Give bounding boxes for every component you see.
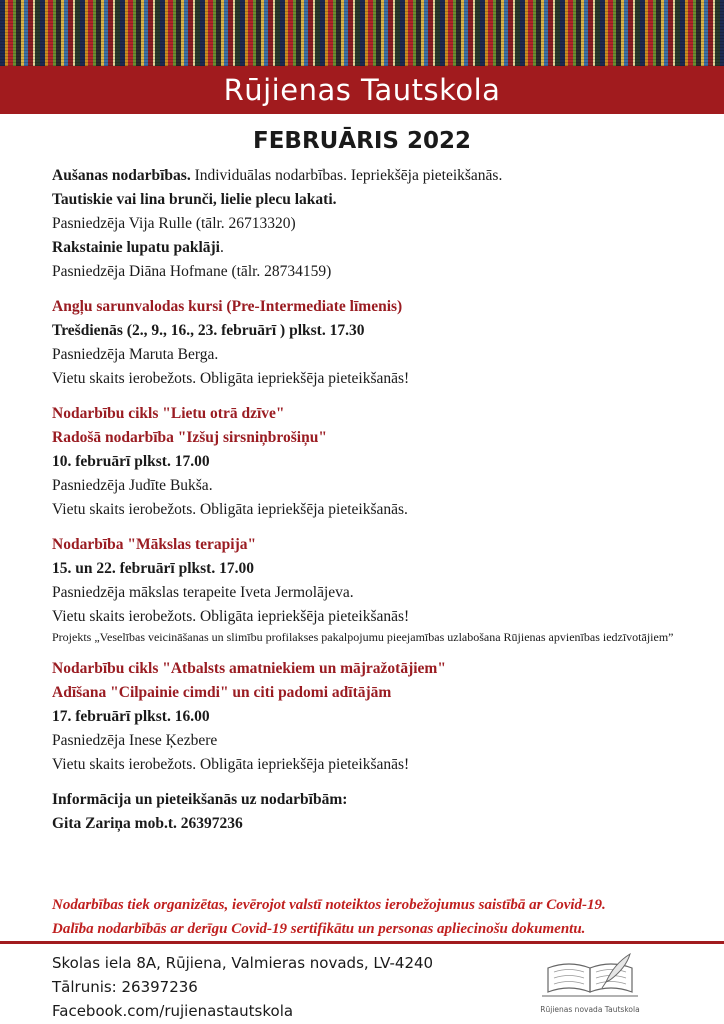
covid-notice [52,893,692,941]
section-second-life [52,402,692,522]
weaving-teacher-1: Pasniedzēja Vija Rulle (tālr. 26713320) [52,215,296,232]
section-art-therapy [52,533,692,646]
month-heading: FEBRUĀRIS 2022 [253,128,471,154]
info-line: Informācija un pieteikšanās uz nodarbībām: [52,791,348,808]
footer-divider [0,941,724,944]
contact-line: Gita Zariņa mob.t. 26397236 [52,815,243,832]
english-note: Vietu skaits ierobežots. Obligāta iepriekšēja pieteikšanās! [52,370,410,387]
covid-line-1: Nodarbības tiek organizētas, ievērojot valstī noteiktos ierobežojumus saistībā ar Covid-19. [52,897,606,913]
english-when: Trešdienās (2., 9., 16., 23. februārī ) plkst. 17.30 [52,322,365,339]
english-title: Angļu sarunvalodas kursi (Pre-Intermediate līmenis) [52,298,403,315]
weaving-title: Aušanas nodarbības. [52,167,191,184]
logo-caption: Rūjienas novada Tautskola [540,1005,640,1014]
section-knitting [52,657,692,777]
rugs-title: Rakstainie lupatu paklāji [52,239,220,256]
weaving-line1 [52,164,692,188]
art-therapy-when: 15. un 22. februārī plkst. 17.00 [52,560,254,577]
school-logo [534,952,646,1014]
phone: Tālrunis: 26397236 [52,978,198,996]
facebook-link[interactable]: Facebook.com/rujienastautskola [52,1002,294,1020]
woven-textile-header-image [0,0,724,66]
second-life-note: Vietu skaits ierobežots. Obligāta iepriekšēja pieteikšanās. [52,501,408,518]
knitting-note: Vietu skaits ierobežots. Obligāta iepriekšēja pieteikšanās! [52,756,410,773]
art-therapy-title: Nodarbība "Mākslas terapija" [52,536,257,553]
knitting-when: 17. februārī plkst. 16.00 [52,708,210,725]
second-life-when: 10. februārī plkst. 17.00 [52,453,210,470]
section-info [52,788,692,836]
brooch-title: Radošā nodarbība "Izšuj sirsniņbrošiņu" [52,429,327,446]
knitting-cycle-title: Nodarbību cikls "Atbalsts amatniekiem un mājražotājiem" [52,660,446,677]
weaving-teacher-2: Pasniedzēja Diāna Hofmane (tālr. 28734159) [52,263,332,280]
art-therapy-note: Vietu skaits ierobežots. Obligāta iepriekšēja pieteikšanās! [52,608,410,625]
title-banner [0,66,724,114]
program-list [52,164,692,836]
english-teacher: Pasniedzēja Maruta Berga. [52,346,219,363]
section-weaving [52,164,692,284]
covid-line-2: Dalība nodarbībās ar derīgu Covid-19 sertifikātu un personas apliecinošu dokumentu. [52,921,586,937]
second-life-teacher: Pasniedzēja Judīte Bukša. [52,477,213,494]
page-title: Rūjienas Tautskola [223,73,501,107]
weaving-items: Tautiskie vai lina brunči, lielie plecu lakati. [52,191,337,208]
knitting-teacher: Pasniedzēja Inese Ķezbere [52,732,218,749]
project-note: Projekts „Veselības veicināšanas un slimību profilakses pakalpojumu pieejamības uzlabošana Rūjienas apvienības iedzīvotājiem” [52,630,674,644]
footer-contacts [52,951,433,1023]
rugs-period: . [219,239,224,256]
book-quill-icon [534,952,646,1002]
knitting-title: Adīšana "Cilpainie cimdi" un citi padomi adītājām [52,684,392,701]
second-life-title: Nodarbību cikls "Lietu otrā dzīve" [52,405,285,422]
art-therapy-teacher: Pasniedzēja mākslas terapeite Iveta Jermolājeva. [52,584,354,601]
weaving-description: Individuālas nodarbības. Iepriekšēja pieteikšanās. [190,167,503,184]
rugs-line [52,236,692,260]
section-english [52,295,692,391]
address: Skolas iela 8A, Rūjiena, Valmieras novads, LV-4240 [52,954,434,972]
